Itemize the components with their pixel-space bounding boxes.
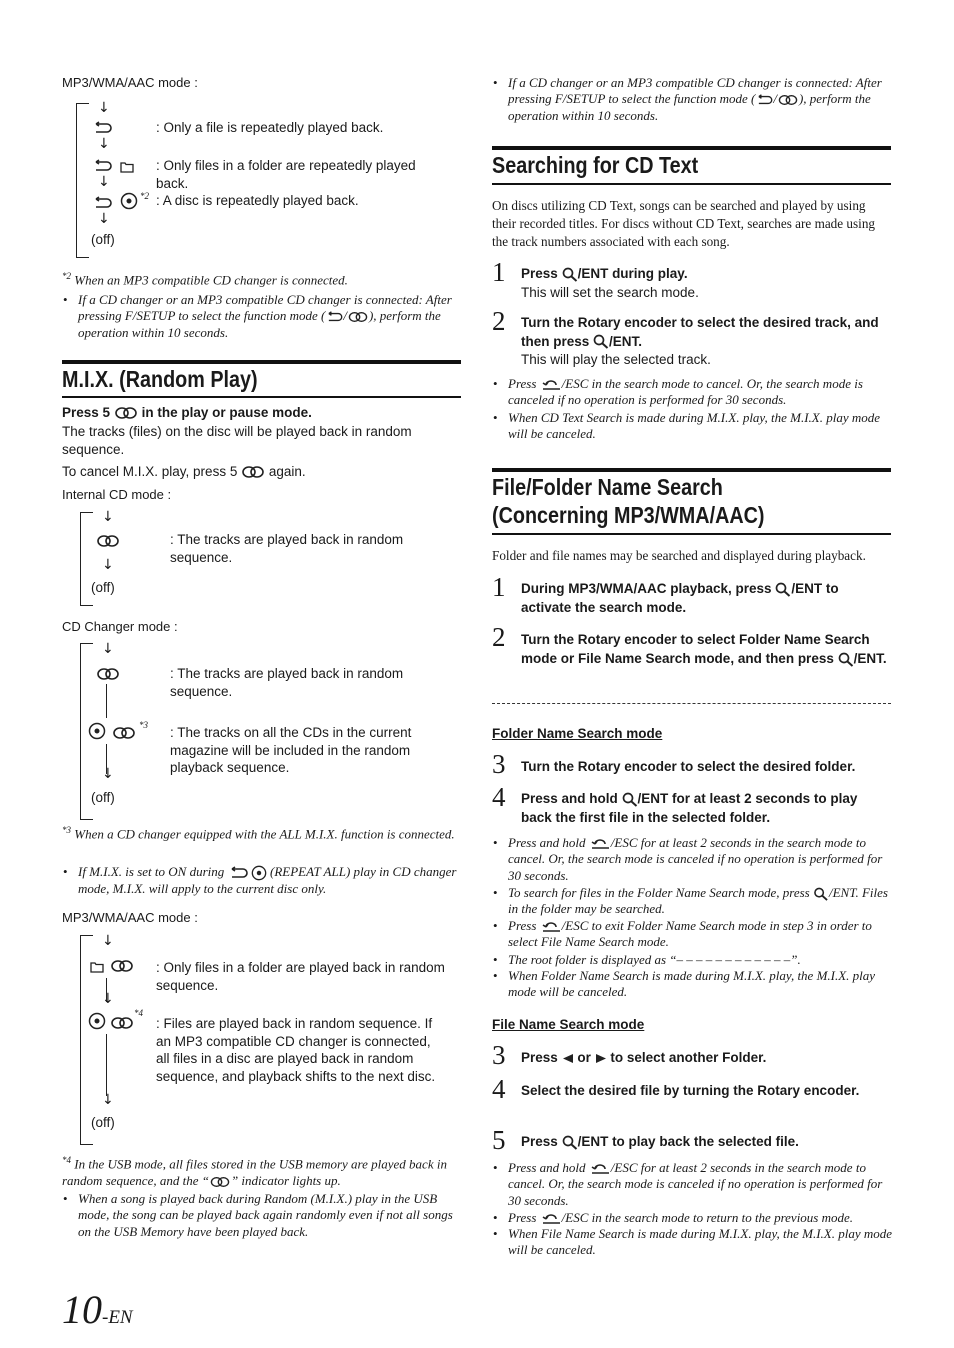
mode-label: MP3/WMA/AAC mode : [62,910,198,925]
disc-icon [88,722,106,740]
footnote-text: When an MP3 compatible CD changer is connected. [74,272,348,288]
body-text: The tracks (files) on the disc will be played back in random sequence. [62,424,412,457]
section-rule [62,360,461,364]
note-text: /ESC to exit Folder Name Search mode in step 3 in order to select File Name Search mode. [508,918,872,950]
note-text: /ESC for at least 2 seconds in the search mode to cancel. Or, the search mode is canceled if no operation is performed for 30 seconds. [508,835,883,883]
note-bullet [508,376,892,409]
footnote-marker: *3 [62,825,71,835]
subsection-heading: Folder Name Search mode [492,726,663,741]
mix-desc: : Only files in a folder are played back in random sequence. [156,960,445,993]
mix-icon [110,957,134,975]
mix-icon [96,665,120,683]
dashed-divider [492,703,891,704]
footnote [62,1152,462,1189]
disc-icon [251,865,267,881]
cancel-text-part: again. [268,464,306,479]
section-title: M.I.X. (Random Play) [62,366,258,392]
note-text: Press [508,376,537,391]
page-number [62,1287,133,1332]
mix-icon [241,465,265,479]
note-text: If M.I.X. is set to ON during [78,864,225,879]
footnote [62,822,462,843]
note-text: Press [508,1210,537,1225]
instruction-text: in the play or pause mode. [141,405,312,420]
note-bullet: • When File Name Search is made during M.I.X. play, the M.I.X. play mode will be canceled. [508,1226,892,1259]
step-subtext: This will set the search mode. [521,285,699,300]
search-icon [562,1135,578,1150]
repeat-icon [92,157,112,175]
left-triangle-icon [562,1053,574,1064]
repeat-desc: : Only a file is repeatedly played back. [156,120,384,135]
folder-icon [90,958,104,976]
note-text: /ENT. Files in the folder may be searched. [508,885,888,917]
note-text: ), perform the operation within 10 seconds. [508,91,871,123]
flow-line [106,684,107,718]
note-bullet: • When Folder Name Search is made during M.I.X. play, the M.I.X. play mode will be canceled. [508,968,892,1001]
folder-icon [120,158,134,176]
right-triangle-icon [595,1053,607,1064]
step-text-part: Press [521,1050,558,1065]
mix-icon [96,532,120,550]
return-icon [589,1163,611,1175]
section-title: File/Folder Name Search [492,474,723,500]
step-text-part: to select another Folder. [610,1050,767,1065]
mix-icon [777,94,799,106]
mix-desc: : The tracks are played back in random sequence. [170,666,404,699]
page-number-suffix: -EN [102,1307,133,1328]
down-arrow-icon: ↓ [98,136,110,152]
section-rule [492,146,891,150]
step-text-part: Press [521,266,558,281]
note-text: /ESC in the search mode to cancel. Or, the search mode is canceled if no operation is performed for 30 seconds. [508,376,863,408]
section-rule [62,396,461,398]
step-text: Turn the Rotary encoder to select the desired folder. [521,759,856,774]
step-text [521,1133,891,1151]
step-text [521,314,891,351]
note-text: ), perform the operation within 10 seconds. [78,308,441,340]
step-number: 1 [492,257,506,287]
note-text: To search for files in the Folder Name Search mode, press [508,885,810,900]
section-rule [492,533,891,535]
section-title: (Concerning MP3/WMA/AAC) [492,502,765,528]
off-label: (off) [91,580,115,595]
search-icon [813,887,829,901]
instruction [62,404,312,422]
step-text: Select the desired file by turning the Rotary encoder. [521,1083,860,1098]
note-bullet: • If a CD changer or an MP3 compatible CD changer is connected: After pressing F/SETUP to select the function mode ( / ), perform the operation within 10 seconds. [508,75,892,124]
footnote-text: ” indicator lights up. [230,1172,341,1188]
step-number: 4 [492,782,506,812]
search-icon [775,582,791,597]
section-rule [492,183,891,185]
down-arrow-icon: ↓ [102,933,114,949]
down-arrow-icon: ↓ [98,174,110,190]
step-text-part: Press [521,1134,558,1149]
off-label: (off) [91,790,115,805]
down-arrow-icon: ↓ [102,991,114,1007]
footnote-text: When a CD changer equipped with the ALL M.I.X. function is connected. [74,826,455,842]
mode-label: Internal CD mode : [62,487,172,502]
note-text: Press and hold [508,1160,586,1175]
note-text: /ESC for at least 2 seconds in the search mode to cancel. Or, the search mode is canceled if no operation is performed for 30 seconds. [508,1160,883,1208]
down-arrow-icon: ↓ [98,211,110,227]
note-bullet: • When a song is played back during Random (M.I.X.) play in the USB mode, the song can be played back again randomly even if not all songs on the USB Memory have been played back. [78,1191,462,1240]
step-text-part: /ENT to activate the search mode. [521,581,839,615]
step-text-part: During MP3/WMA/AAC playback, press [521,581,772,596]
note-bullet: • When CD Text Search is made during M.I.X. play, the M.I.X. play mode will be canceled. [508,410,892,443]
footnote-marker: *3 [139,720,148,730]
search-icon [838,652,854,667]
note-text: If a CD changer or an MP3 compatible CD changer is connected: After pressing F/SETUP to select the function mode ( [78,292,452,324]
note-text: Press [508,918,537,933]
repeat-desc: : Only files in a folder are repeatedly played back. [156,158,416,191]
note-text: Press and hold [508,835,586,850]
cancel-text [62,463,306,481]
mix-icon [110,1014,134,1032]
note-bullet [508,918,892,951]
note-text: (REPEAT ALL) play in CD changer mode, M.I.X. will apply to the current disc only. [78,864,457,897]
footnote-text: In the USB mode, all files stored in the USB memory are played back in random sequence, and the “ [62,1156,447,1188]
body-text: Folder and file names may be searched and displayed during playback. [492,548,866,563]
down-arrow-icon: ↓ [102,766,114,782]
mix-desc: : Files are played back in random sequence. If an MP3 compatible CD changer is connected, all files in a disc are played back in random sequence, and playback shifts to the next disc. [156,1016,436,1084]
repeat-icon [92,194,112,212]
note-text: If a CD changer or an MP3 compatible CD changer is connected: After pressing F/SETUP to select the function mode ( [508,75,882,107]
disc-icon [88,1012,106,1030]
return-icon [589,838,611,850]
step-subtext: This will play the selected track. [521,352,711,367]
step-text [521,1049,891,1067]
mode-label: MP3/WMA/AAC mode : [62,75,198,90]
step-text-part: /ENT during play. [577,266,688,281]
step-text-part: Press and hold [521,791,618,806]
step-number: 3 [492,1040,506,1070]
search-icon [562,267,578,282]
step-text [521,790,891,827]
repeat-desc: : A disc is repeatedly played back. [156,193,359,208]
section-title: Searching for CD Text [492,152,699,178]
step-text-part: Turn the Rotary encoder to select Folder Name Search mode or File Name Search mode, and then press [521,632,870,666]
footnote-marker: *2 [140,191,149,201]
repeat-icon [755,94,773,106]
note-text: /ESC in the search mode to return to the previous mode. [561,1210,854,1225]
mix-icon [209,1176,231,1188]
step-text-part: Turn the Rotary encoder to select the desired track, and then press [521,315,879,349]
down-arrow-icon: ↓ [98,100,110,116]
note-bullet: • If a CD changer or an MP3 compatible CD changer is connected: After pressing F/SETUP to select the function mode ( / ), perform the operation within 10 seconds. [78,292,462,341]
return-icon [540,379,562,391]
cancel-text-part: To cancel M.I.X. play, press 5 [62,464,238,479]
step-text-part: /ENT to play back the selected file. [577,1134,799,1149]
disc-icon [120,192,138,210]
note-bullet [508,1210,892,1226]
mix-icon [112,724,136,742]
repeat-icon [92,119,112,137]
instruction-text: Press 5 [62,405,111,420]
step-text-part: /ENT for at least 2 seconds to play back the first file in the selected folder. [521,791,858,825]
mix-desc: : The tracks on all the CDs in the current magazine will be included in the random playback sequence. [170,725,412,775]
mode-label: CD Changer mode : [62,619,178,634]
body-text: On discs utilizing CD Text, songs can be searched and played by using their recorded titles. For discs without CD Text, searches are made using the track numbers associated with each song. [492,198,876,250]
step-text [521,580,891,617]
step-number: 2 [492,306,506,336]
footnote [62,268,462,289]
down-arrow-icon: ↓ [102,1092,114,1108]
footnote-marker: *4 [134,1008,143,1018]
down-arrow-icon: ↓ [102,557,114,573]
search-icon [593,334,609,349]
footnote-marker: *4 [62,1155,71,1165]
mix-icon [114,406,138,420]
return-icon [540,1213,562,1225]
off-label: (off) [91,1115,115,1130]
return-icon [540,921,562,933]
note-bullet [78,864,462,897]
search-icon [622,792,638,807]
subsection-heading: File Name Search mode [492,1017,645,1032]
note-bullet [508,885,892,918]
flow-bracket [76,103,89,258]
step-number: 2 [492,622,506,652]
note-bullet [508,835,892,884]
mix-icon [347,311,369,323]
step-number: 4 [492,1074,506,1104]
note-bullet: • The root folder is displayed as “– – – – – – – – – – – –”. [508,952,892,968]
note-bullet [508,1160,892,1209]
step-text-part: or [577,1050,591,1065]
repeat-icon [228,866,248,880]
step-text [521,630,891,668]
page-number-value: 10 [62,1287,102,1332]
repeat-icon [325,311,343,323]
step-text-part: /ENT. [609,333,643,349]
section-rule [492,468,891,472]
off-label: (off) [91,232,115,247]
flow-line [106,1034,107,1096]
footnote-marker: *2 [62,271,71,281]
step-number: 1 [492,572,506,602]
step-text [521,265,891,283]
step-number: 3 [492,749,506,779]
down-arrow-icon: ↓ [102,509,114,525]
step-number: 5 [492,1125,506,1155]
step-text-part: /ENT. [853,651,887,666]
mix-desc: : The tracks are played back in random sequence. [170,532,404,565]
down-arrow-icon: ↓ [102,641,114,657]
